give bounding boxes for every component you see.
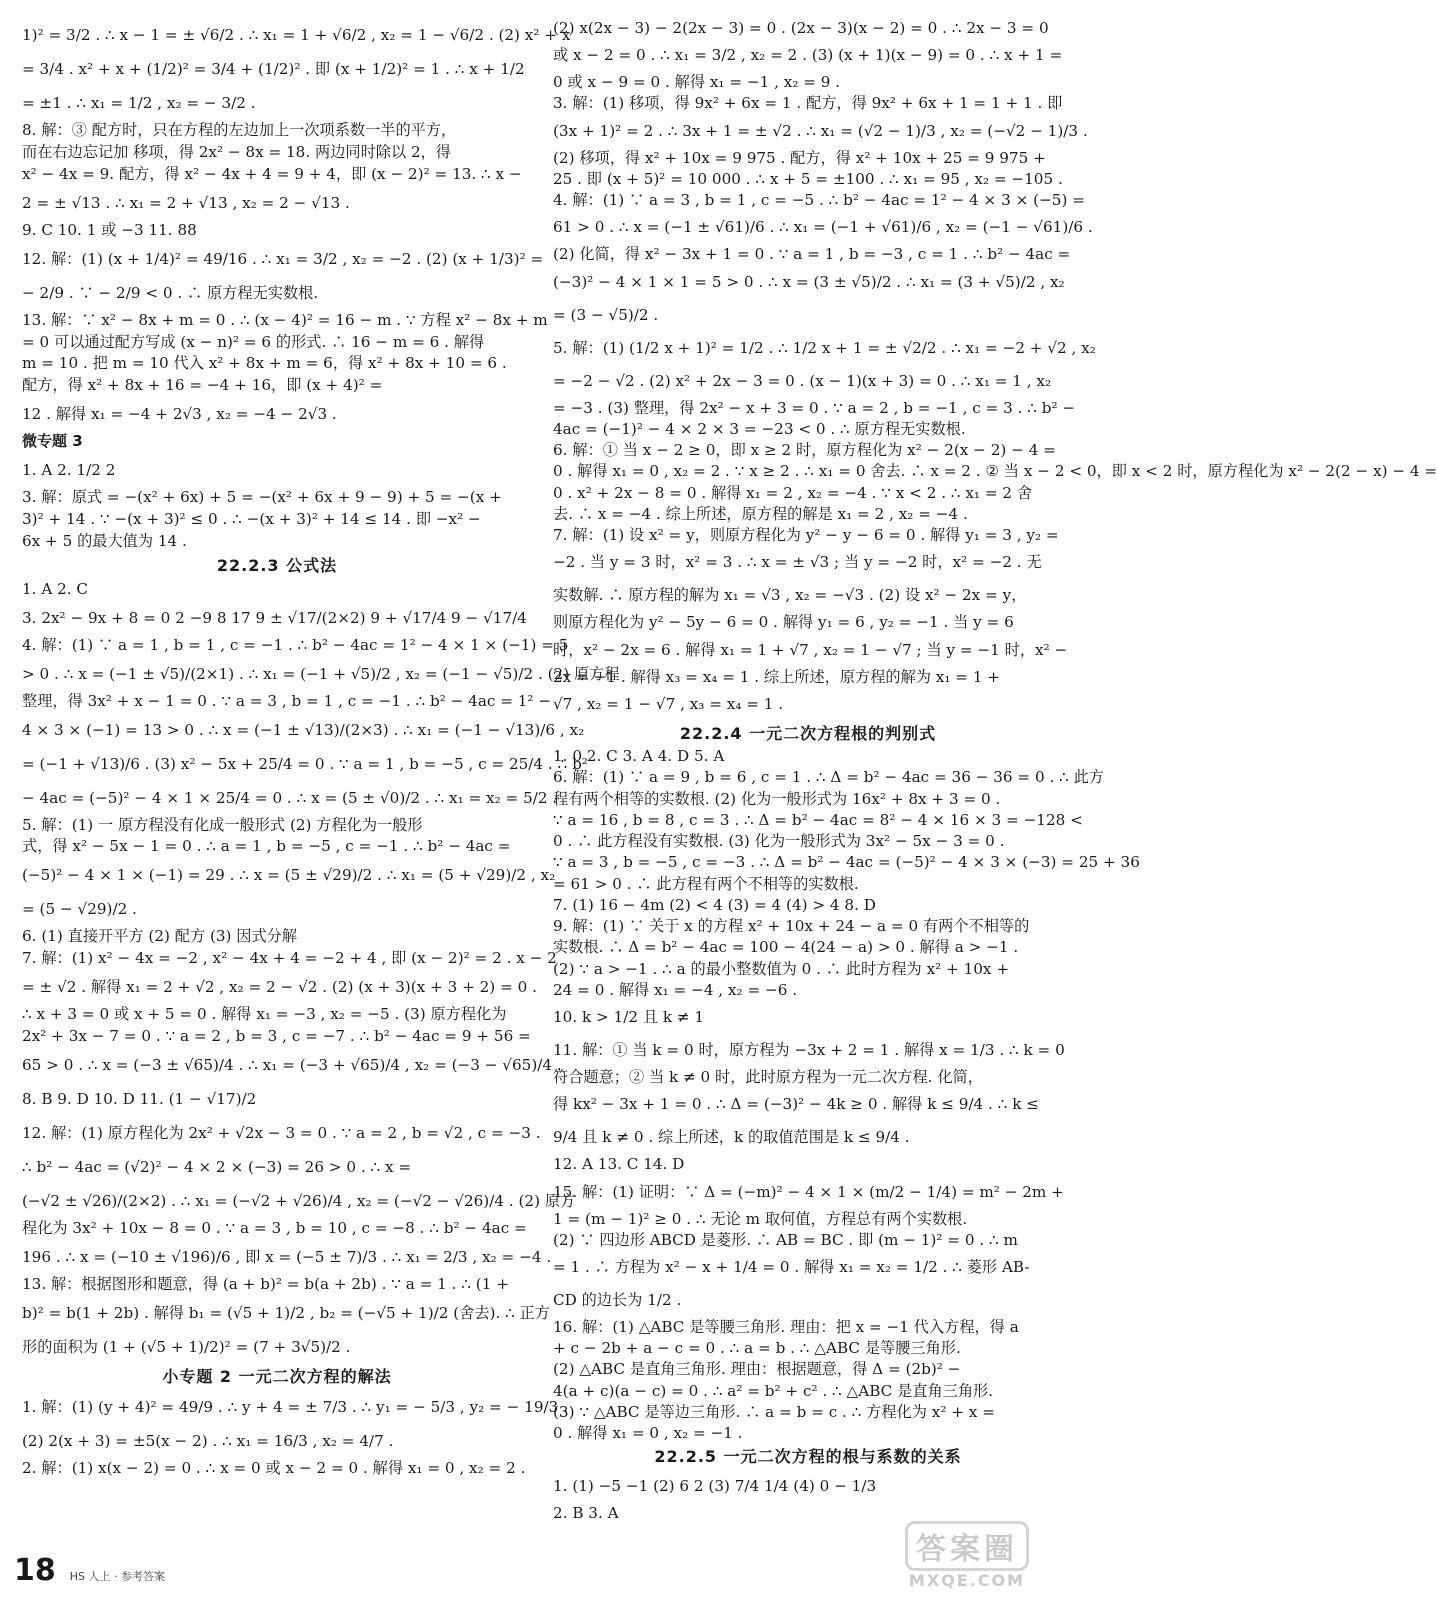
right-line: 0 . ∴ 此方程没有实数根. (3) 化为一般形式为 3x² − 5x − 3 = 0 .: [553, 832, 1005, 851]
right-line: = (3 − √5)/2 .: [553, 305, 659, 324]
left-line: 而在右边忘记加 移项，得 2x² − 8x = 18. 两边同时除以 2，得: [22, 142, 451, 161]
right-line: 22.2.4 一元二次方程根的判别式: [679, 723, 937, 743]
watermark-url: MXQE.COM: [908, 1570, 1026, 1590]
left-line: 8. 解：③ 配方时，只在方程的左边加上一次项系数一半的平方，: [22, 121, 457, 139]
right-line: 4(a + c)(a − c) = 0 . ∴ a² = b² + c² . ∴ △ABC 是直角三角形.: [553, 1381, 994, 1400]
left-line: 65 > 0 . ∴ x = (−3 ± √65)/4 . ∴ x₁ = (−3 + √65)/4 , x₂ = (−3 − √65)/4 .: [22, 1055, 562, 1074]
left-line: 式，得 x² − 5x − 1 = 0 . ∴ a = 1 , b = −5 , c = −1 . ∴ b² − 4ac =: [22, 837, 511, 856]
right-line: (3x + 1)² = 2 . ∴ 3x + 1 = ± √2 . ∴ x₁ = (√2 − 1)/3 , x₂ = (−√2 − 1)/3 .: [553, 121, 1088, 140]
right-line: 0 . 解得 x₁ = 0 , x₂ = 2 . ∵ x ≥ 2 . ∴ x₁ = 0 舍去. ∴ x = 2 . ② 当 x − 2 < 0，即 x < 2 时，原方程化为 x² − 2(2 − x) − 4 =: [553, 462, 1437, 481]
right-line: 9/4 且 k ≠ 0 . 综上所述，k 的取值范围是 k ≤ 9/4 .: [553, 1128, 910, 1147]
right-line: 符合题意；② 当 k ≠ 0 时，此时原方程为一元二次方程. 化简，: [553, 1068, 983, 1087]
right-line: 2. B 3. A: [553, 1503, 619, 1522]
right-line: (−3)² − 4 × 1 × 1 = 5 > 0 . ∴ x = (3 ± √5)/2 . ∴ x₁ = (3 + √5)/2 , x₂: [553, 272, 1065, 291]
left-line: 1. A 2. 1/2 2: [22, 461, 116, 480]
left-line: 1. 解：(1) (y + 4)² = 49/9 . ∴ y + 4 = ± 7/3 . ∴ y₁ = − 5/3 , y₂ = − 19/3 .: [22, 1397, 568, 1416]
left-line: = ±1 . ∴ x₁ = 1/2 , x₂ = − 3/2 .: [22, 94, 256, 112]
footer-note: HS 人上 · 参考答案: [69, 1570, 165, 1583]
left-line: 4. 解：(1) ∵ a = 1 , b = 1 , c = −1 . ∴ b² − 4ac = 1² − 4 × 1 × (−1) = 5: [22, 635, 569, 654]
right-line: 2x = −1 . 解得 x₃ = x₄ = 1 . 综上所述，原方程的解为 x₁ = 1 +: [553, 667, 1001, 686]
left-line: 196 . ∴ x = (−10 ± √196)/6 , 即 x = (−5 ± 7)/3 . ∴ x₁ = 2/3 , x₂ = −4 .: [22, 1247, 552, 1266]
right-line: 得 kx² − 3x + 1 = 0 . ∴ Δ = (−3)² − 4k ≥ 0 . 解得 k ≤ 9/4 . ∴ k ≤: [553, 1095, 1039, 1114]
right-line: = 61 > 0 . ∴ 此方程有两个不相等的实数根.: [553, 874, 859, 893]
right-line: 10. k > 1/2 且 k ≠ 1: [553, 1008, 705, 1027]
right-line: 22.2.5 一元二次方程的根与系数的关系: [654, 1447, 962, 1467]
left-line: − 2/9 . ∵ − 2/9 < 0 . ∴ 原方程无实数根.: [22, 283, 319, 302]
left-line: = (5 − √29)/2 .: [22, 900, 137, 919]
right-line: (2) 移项，得 x² + 10x = 9 975 . 配方，得 x² + 10x + 25 = 9 975 +: [553, 148, 1046, 167]
page-footer: [14, 1553, 165, 1588]
right-line: CD 的边长为 1/2 .: [553, 1290, 682, 1309]
right-line: 0 . x² + 2x − 8 = 0 . 解得 x₁ = 2 , x₂ = −4 . ∵ x < 2 . ∴ x₁ = 2 舍: [553, 483, 1033, 502]
left-line: 1. A 2. C: [22, 579, 89, 598]
right-line: 则原方程化为 y² − 5y − 6 = 0 . 解得 y₁ = 6 , y₂ = −1 . 当 y = 6: [553, 613, 1014, 632]
right-line: 去. ∴ x = −4 . 综上所述，原方程的解是 x₁ = 2 , x₂ = −4 .: [553, 504, 968, 523]
right-line: √7 , x₂ = 1 − √7 , x₃ = x₄ = 1 .: [553, 694, 784, 713]
right-line: 1. (1) −5 −1 (2) 6 2 (3) 7/4 1/4 (4) 0 − 1/3: [553, 1476, 877, 1495]
left-line: 6x + 5 的最大值为 14 .: [22, 531, 187, 550]
left-line: 3. 解：原式 = −(x² + 6x) + 5 = −(x² + 6x + 9 − 9) + 5 = −(x +: [22, 488, 502, 507]
right-line: 7. (1) 16 − 4m (2) < 4 (3) = 4 (4) > 4 8. D: [553, 895, 876, 914]
left-line: (2) 2(x + 3) = ±5(x − 2) . ∴ x₁ = 16/3 , x₂ = 4/7 .: [22, 1431, 394, 1450]
right-line: 7. 解：(1) 设 x² = y，则原方程化为 y² − y − 6 = 0 . 解得 y₁ = 3 , y₂ =: [553, 526, 1059, 545]
right-line: 1. 0 2. C 3. A 4. D 5. A: [553, 747, 725, 766]
right-line: ∵ a = 3 , b = −5 , c = −3 . ∴ Δ = b² − 4ac = (−5)² − 4 × 3 × (−3) = 25 + 36: [553, 853, 1140, 872]
left-line: = ± √2 . 解得 x₁ = 2 + √2 , x₂ = 2 − √2 . (2) (x + 3)(x + 3 + 2) = 0 .: [22, 978, 537, 997]
left-line: 2. 解：(1) x(x − 2) = 0 . ∴ x = 0 或 x − 2 = 0 . 解得 x₁ = 0 , x₂ = 2 .: [22, 1458, 526, 1477]
right-line: 0 或 x − 9 = 0 . 解得 x₁ = −1 , x₂ = 9 .: [553, 73, 841, 92]
watermark-logo: 答案圈: [905, 1521, 1029, 1571]
right-line: 6. 解：① 当 x − 2 ≥ 0，即 x ≥ 2 时，原方程化为 x² − 2(x − 2) − 4 =: [553, 441, 1056, 460]
page-number: 18: [14, 1553, 56, 1588]
left-line: 7. 解：(1) x² − 4x = −2 , x² − 4x + 4 = −2 + 4 , 即 (x − 2)² = 2 . x − 2: [22, 949, 557, 968]
right-line: 25 . 即 (x + 5)² = 10 000 . ∴ x + 5 = ±100 . ∴ x₁ = 95 , x₂ = −105 .: [553, 169, 1063, 188]
right-line: 24 = 0 . 解得 x₁ = −4 , x₂ = −6 .: [553, 980, 798, 999]
right-line: 9. 解：(1) ∵ 关于 x 的方程 x² + 10x + 24 − a = 0 有两个不相等的: [553, 917, 1030, 936]
left-line: 12. 解：(1) 原方程化为 2x² + √2x − 3 = 0 . ∵ a = 2 , b = √2 , c = −3 .: [22, 1123, 541, 1142]
right-line: 时，x² − 2x = 6 . 解得 x₁ = 1 + √7 , x₂ = 1 − √7 ; 当 y = −1 时，x² −: [553, 640, 1068, 659]
right-line: 实数根. ∴ Δ = b² − 4ac = 100 − 4(24 − a) > 0 . 解得 a > −1 .: [553, 938, 1019, 957]
left-line: (−√2 ± √26)/(2×2) . ∴ x₁ = (−√2 + √26)/4 , x₂ = (−√2 − √26)/4 . (2) 原方: [22, 1191, 576, 1210]
left-line: 8. B 9. D 10. D 11. (1 − √17)/2: [22, 1089, 257, 1108]
left-line: 13. 解：根据图形和题意，得 (a + b)² = b(a + 2b) . ∵ a = 1 . ∴ (1 +: [22, 1274, 509, 1293]
right-line: (2) ∵ 四边形 ABCD 是菱形. ∴ AB = BC . 即 (m − 1)² = 0 . ∴ m: [553, 1230, 1018, 1249]
left-line: 形的面积为 (1 + (√5 + 1)/2)² = (7 + 3√5)/2 .: [22, 1337, 351, 1356]
left-line: 5. 解：(1) 一 原方程没有化成一般形式 (2) 方程化为一般形: [22, 815, 423, 834]
right-line: 61 > 0 . ∴ x = (−1 ± √61)/6 . ∴ x₁ = (−1 + √61)/6 , x₂ = (−1 − √61)/6 .: [553, 218, 1093, 237]
right-line: (2) x(2x − 3) − 2(2x − 3) = 0 . (2x − 3)(x − 2) = 0 . ∴ 2x − 3 = 0: [553, 19, 1049, 37]
left-line: 12. 解：(1) (x + 1/4)² = 49/16 . ∴ x₁ = 3/2 , x₂ = −2 . (2) (x + 1/3)² =: [22, 249, 544, 268]
right-line: 4. 解：(1) ∵ a = 3 , b = 1 , c = −5 . ∴ b² − 4ac = 1² − 4 × 3 × (−5) =: [553, 191, 1085, 210]
right-line: + c − 2b + a − c = 0 . ∴ a = b . ∴ △ABC 是等腰三角形.: [553, 1339, 961, 1358]
right-line: 15. 解：(1) 证明：∵ Δ = (−m)² − 4 × 1 × (m/2 − 1/4) = m² − 2m +: [553, 1182, 1064, 1201]
right-line: 16. 解：(1) △ABC 是等腰三角形. 理由：把 x = −1 代入方程，得 a: [553, 1317, 1019, 1336]
left-line: ∴ x + 3 = 0 或 x + 5 = 0 . 解得 x₁ = −3 , x₂ = −5 . (3) 原方程化为: [22, 1005, 507, 1024]
right-line: (3) ∵ △ABC 是等边三角形. ∴ a = b = c . ∴ 方程化为 x² + x =: [553, 1402, 995, 1421]
right-line: = −2 − √2 . (2) x² + 2x − 3 = 0 . (x − 1)(x + 3) = 0 . ∴ x₁ = 1 , x₂: [553, 371, 1052, 390]
left-line: 4 × 3 × (−1) = 13 > 0 . ∴ x = (−1 ± √13)/(2×3) . ∴ x₁ = (−1 − √13)/6 , x₂: [22, 720, 585, 739]
left-line: 3. 2x² − 9x + 8 = 0 2 −9 8 17 9 ± √17/(2×2) 9 + √17/4 9 − √17/4: [22, 608, 527, 627]
left-line: m = 10 . 把 m = 10 代入 x² + 8x + m = 6，得 x² + 8x + 10 = 6 .: [22, 354, 507, 373]
right-line: 6. 解：(1) ∵ a = 9 , b = 6 , c = 1 . ∴ Δ = b² − 4ac = 36 − 36 = 0 . ∴ 此方: [553, 768, 1104, 787]
left-line: − 4ac = (−5)² − 4 × 1 × 25/4 = 0 . ∴ x = (5 ± √0)/2 . ∴ x₁ = x₂ = 5/2 .: [22, 788, 558, 807]
right-column: [553, 18, 1437, 1524]
left-line: 程化为 3x² + 10x − 8 = 0 . ∵ a = 3 , b = 10 , c = −8 . ∴ b² − 4ac =: [22, 1218, 527, 1237]
left-line: 13. 解：∵ x² − 8x + m = 0 . ∴ (x − 4)² = 16 − m . ∵ 方程 x² − 8x + m: [22, 310, 548, 329]
right-line: ∵ a = 16 , b = 8 , c = 3 . ∴ Δ = b² − 4ac = 8² − 4 × 16 × 3 = −128 <: [553, 810, 1083, 829]
left-line: x² − 4x = 9. 配方，得 x² − 4x + 4 = 9 + 4，即 (x − 2)² = 13. ∴ x −: [22, 164, 522, 183]
left-line: (−5)² − 4 × 1 × (−1) = 29 . ∴ x = (5 ± √29)/2 . ∴ x₁ = (5 + √29)/2 , x₂: [22, 866, 556, 885]
left-line: 配方，得 x² + 8x + 16 = −4 + 16，即 (x + 4)² =: [22, 376, 383, 395]
right-line: 或 x − 2 = 0 . ∴ x₁ = 3/2 , x₂ = 2 . (3) (x + 1)(x − 9) = 0 . ∴ x + 1 =: [553, 46, 1063, 65]
left-line: 整理，得 3x² + x − 1 = 0 . ∵ a = 3 , b = 1 , c = −1 . ∴ b² − 4ac = 1² −: [22, 691, 552, 710]
left-line: 2x² + 3x − 7 = 0 . ∵ a = 2 , b = 3 , c = −7 . ∴ b² − 4ac = 9 + 56 =: [22, 1027, 531, 1046]
right-line: 4ac = (−1)² − 4 × 2 × 3 = −23 < 0 . ∴ 原方程无实数根.: [553, 419, 966, 438]
right-line: = 1 . ∴ 方程为 x² − x + 1/4 = 0 . 解得 x₁ = x₂ = 1/2 . ∴ 菱形 AB-: [553, 1258, 1030, 1276]
left-line: 3)² + 14 . ∵ −(x + 3)² ≤ 0 . ∴ −(x + 3)² + 14 ≤ 14 . 即 −x² −: [22, 510, 481, 529]
left-line: b)² = b(1 + 2b) . 解得 b₁ = (√5 + 1)/2 , b₂ = (−√5 + 1)/2 (舍去). ∴ 正方: [22, 1303, 550, 1322]
left-line: 2 = ± √13 . ∴ x₁ = 2 + √13 , x₂ = 2 − √13 .: [22, 193, 350, 212]
right-line: 1 = (m − 1)² ≥ 0 . ∴ 无论 m 取何值，方程总有两个实数根.: [553, 1209, 968, 1228]
left-line: 22.2.3 公式法: [216, 555, 338, 575]
left-line: = 0 可以通过配方写成 (x − n)² = 6 的形式. ∴ 16 − m = 6 . 解得: [22, 332, 485, 351]
left-line: 6. (1) 直接开平方 (2) 配方 (3) 因式分解: [22, 927, 298, 946]
right-line: 程有两个相等的实数根. (2) 化为一般形式为 16x² + 8x + 3 = 0 .: [553, 789, 1001, 808]
right-line: 12. A 13. C 14. D: [553, 1155, 685, 1174]
right-line: −2 . 当 y = 3 时，x² = 3 . ∴ x = ± √3 ; 当 y = −2 时，x² = −2 . 无: [553, 553, 1042, 572]
left-line: > 0 . ∴ x = (−1 ± √5)/(2×1) . ∴ x₁ = (−1 + √5)/2 , x₂ = (−1 − √5)/2 . (2) 原方程: [22, 664, 620, 683]
right-line: (2) 化简，得 x² − 3x + 1 = 0 . ∵ a = 1 , b = −3 , c = 1 . ∴ b² − 4ac =: [553, 245, 1071, 264]
left-line: 12 . 解得 x₁ = −4 + 2√3 , x₂ = −4 − 2√3 .: [22, 405, 337, 424]
right-line: (2) ∵ a > −1 . ∴ a 的最小整数值为 0 . ∴ 此时方程为 x² + 10x +: [553, 959, 1010, 978]
left-line: 微专题 3: [22, 432, 83, 451]
left-line: 1)² = 3/2 . ∴ x − 1 = ± √6/2 . ∴ x₁ = 1 + √6/2 , x₂ = 1 − √6/2 . (2) x² + x: [22, 26, 571, 44]
watermark: [867, 1520, 1067, 1590]
right-line: 3. 解：(1) 移项，得 9x² + 6x = 1 . 配方，得 9x² + 6x + 1 = 1 + 1 . 即: [553, 94, 1063, 113]
left-line: = 3/4 . x² + x + (1/2)² = 3/4 + (1/2)² . 即 (x + 1/2)² = 1 . ∴ x + 1/2: [22, 60, 525, 78]
right-line: (2) △ABC 是直角三角形. 理由：根据题意，得 Δ = (2b)² −: [553, 1360, 961, 1379]
right-line: 实数解. ∴ 原方程的解为 x₁ = √3 , x₂ = −√3 . (2) 设 x² − 2x = y，: [553, 586, 1027, 605]
left-line: = (−1 + √13)/6 . (3) x² − 5x + 25/4 = 0 . ∵ a = 1 , b = −5 , c = 25/4 . ∴ b²: [22, 754, 588, 773]
right-line: 11. 解：① 当 k = 0 时，原方程为 −3x + 2 = 1 . 解得 x = 1/3 . ∴ k = 0: [553, 1041, 1065, 1060]
right-line: = −3 . (3) 整理，得 2x² − x + 3 = 0 . ∵ a = 2 , b = −1 , c = 3 . ∴ b² −: [553, 398, 1076, 417]
right-line: 5. 解：(1) (1/2 x + 1)² = 1/2 . ∴ 1/2 x + 1 = ± √2/2 . ∴ x₁ = −2 + √2 , x₂: [553, 338, 1096, 357]
left-line: ∴ b² − 4ac = (√2)² − 4 × 2 × (−3) = 26 > 0 . ∴ x =: [22, 1157, 412, 1176]
left-line: 小专题 2 一元二次方程的解法: [162, 1366, 392, 1386]
right-line: 0 . 解得 x₁ = 0 , x₂ = −1 .: [553, 1424, 743, 1443]
left-line: 9. C 10. 1 或 −3 11. 88: [22, 220, 197, 239]
